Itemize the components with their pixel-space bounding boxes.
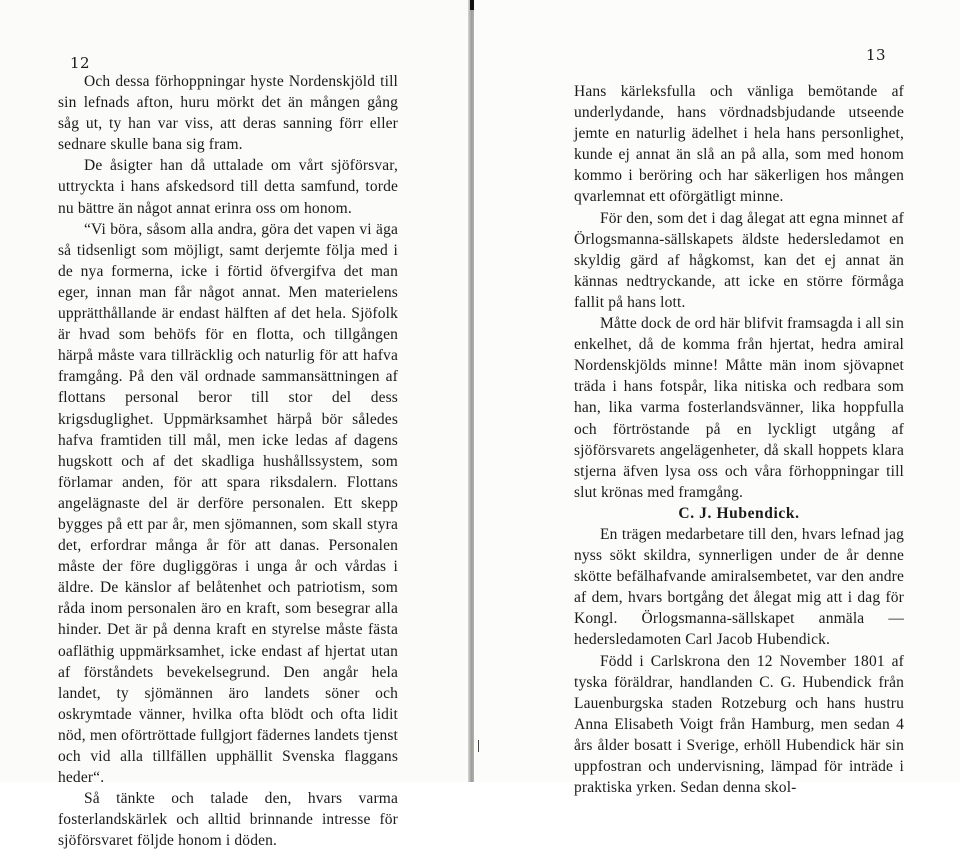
paragraph: För den, som det i dag ålegat att egna minnet af Örlogsmanna-sällskapets äldste hedersledamot en skyldig gärd af hågkomst, kan det ej annat än kännas nedtryckande, att icke en större förmåga fallit på hans lott. bbox=[574, 209, 904, 311]
right-page bbox=[474, 0, 960, 797]
left-page-text bbox=[58, 71, 398, 851]
paragraph: Måtte dock de ord här blifvit framsagda i all sin enkelhet, då de komma från hjertat, hedra amiral Nordenskjölds minne! Måtte män inom sjövapnet träda i hans fotspår, lika nitiska och redbara som han, lika varma fosterlandsvänner, lika hoppfulla och förtröstande på en lyckligt utgång af sjöförsvarets angelägenheter, då skall hoppets klara stjerna äfven lysa oss och våra förhoppningar till slut krönas med framgång. bbox=[574, 315, 904, 501]
paragraph: En trägen medarbetare till den, hvars lefnad jag nyss sökt skildra, synnerligen under de år denne skötte befälhafvande amiralsembetet, var den andre af dem, hvars bortgång det ålegat mig att i dag för Kongl. Örlogsmanna-sällskapet anmäla — hedersledamoten Carl Jacob Hubendick. bbox=[574, 525, 904, 649]
paragraph: “Vi böra, såsom alla andra, göra det vapen vi äga så tidsenligt som möjligt, samt derjemte följa med i de nya formerna, icke i förtid öfvergifva det man eger, innan man får något annat. Men materielens upprätthållande är endast hälften af det hela. Sjöfolk är hvad som behöfs för en flotta, och tillgången härpå måste vara tillräcklig och naturlig för att hafva framgång. På den väl ordnade sammansättningen af flottans personal beror till stor del dess krigsduglighet. Uppmärksamhet härpå bör således hafva framtiden till mål, men icke ledas af dagens hugskott och af det skadliga hushållssystem, som förlamar anden, för att spara riksdalern. Flottans angelägnaste del är derföre personalen. Ett skepp bygges på ett par år, men sjömannen, som skall styra det, erfordrar många år för att danas. Personalen måste der före dugliggöras i unga år och vårdas i äldre. De känslor af belåtenhet och patriotism, som råda inom personalen äro en kraft, som besegrar alla hinder. Det är på denna kraft en styrelse måste fästa oafläthig uppmärksamhet, icke endast af hjertat utan af förståndets bevekelsegrund. Den angår hela landet, ty sjömännen äro landets söner och oskrymtade vänner, hvilka ofta blödt och ofta lidit nöd, men oförtröttade fullgjort fädernes landets tjenst och vid alla tillfällen upphällit Svenska flaggans heder“. bbox=[58, 220, 398, 787]
paragraph: Och dessa förhoppningar hyste Nordenskjöld till sin lefnads afton, huru mörkt det än mången gång såg ut, ty han var viss, att deras sanning förr eller sednare skulle bana sig fram. bbox=[58, 73, 398, 154]
paragraph: De åsigter han då uttalade om vårt sjöförsvar, uttryckta i hans afskedsord till detta samfund, torde nu bättre än något annat erinra oss om honom. bbox=[58, 157, 398, 217]
right-page-text bbox=[574, 81, 904, 798]
section-heading: C. J. Hubendick. bbox=[678, 504, 800, 522]
ink-mark bbox=[478, 740, 479, 752]
page-number-left: 12 bbox=[70, 54, 91, 72]
page-number-right: 13 bbox=[866, 46, 887, 64]
left-page bbox=[0, 0, 470, 850]
paragraph: Hans kärleksfulla och vänliga bemötande af underlydande, hans vördnadsbjudande utseende jemte en naturlig ädelhet i hela hans personlighet, kunde ej annat än slå an på alla, som med honom kommo i beröring och har säkerligen hos mången qvarlemnat ett oförgätligt minne. bbox=[574, 83, 904, 206]
paragraph: Född i Carlskrona den 12 November 1801 af tyska föräldrar, handlanden C. G. Hubendick från Lauenburgska staden Rotzeburg och hans hustru Anna Elisabeth Voigt från Hamburg, men sedan 4 års ålder bosatt i Sverige, erhöll Hubendick här sin uppfostran och undervisning, lämpad för inträde i praktiska yrken. Sedan denna skol- bbox=[574, 652, 904, 797]
paragraph: Så tänkte och talade den, hvars varma fosterlandskärlek och alltid brinnande intresse för sjöförsvaret följde honom i döden. bbox=[58, 790, 398, 850]
